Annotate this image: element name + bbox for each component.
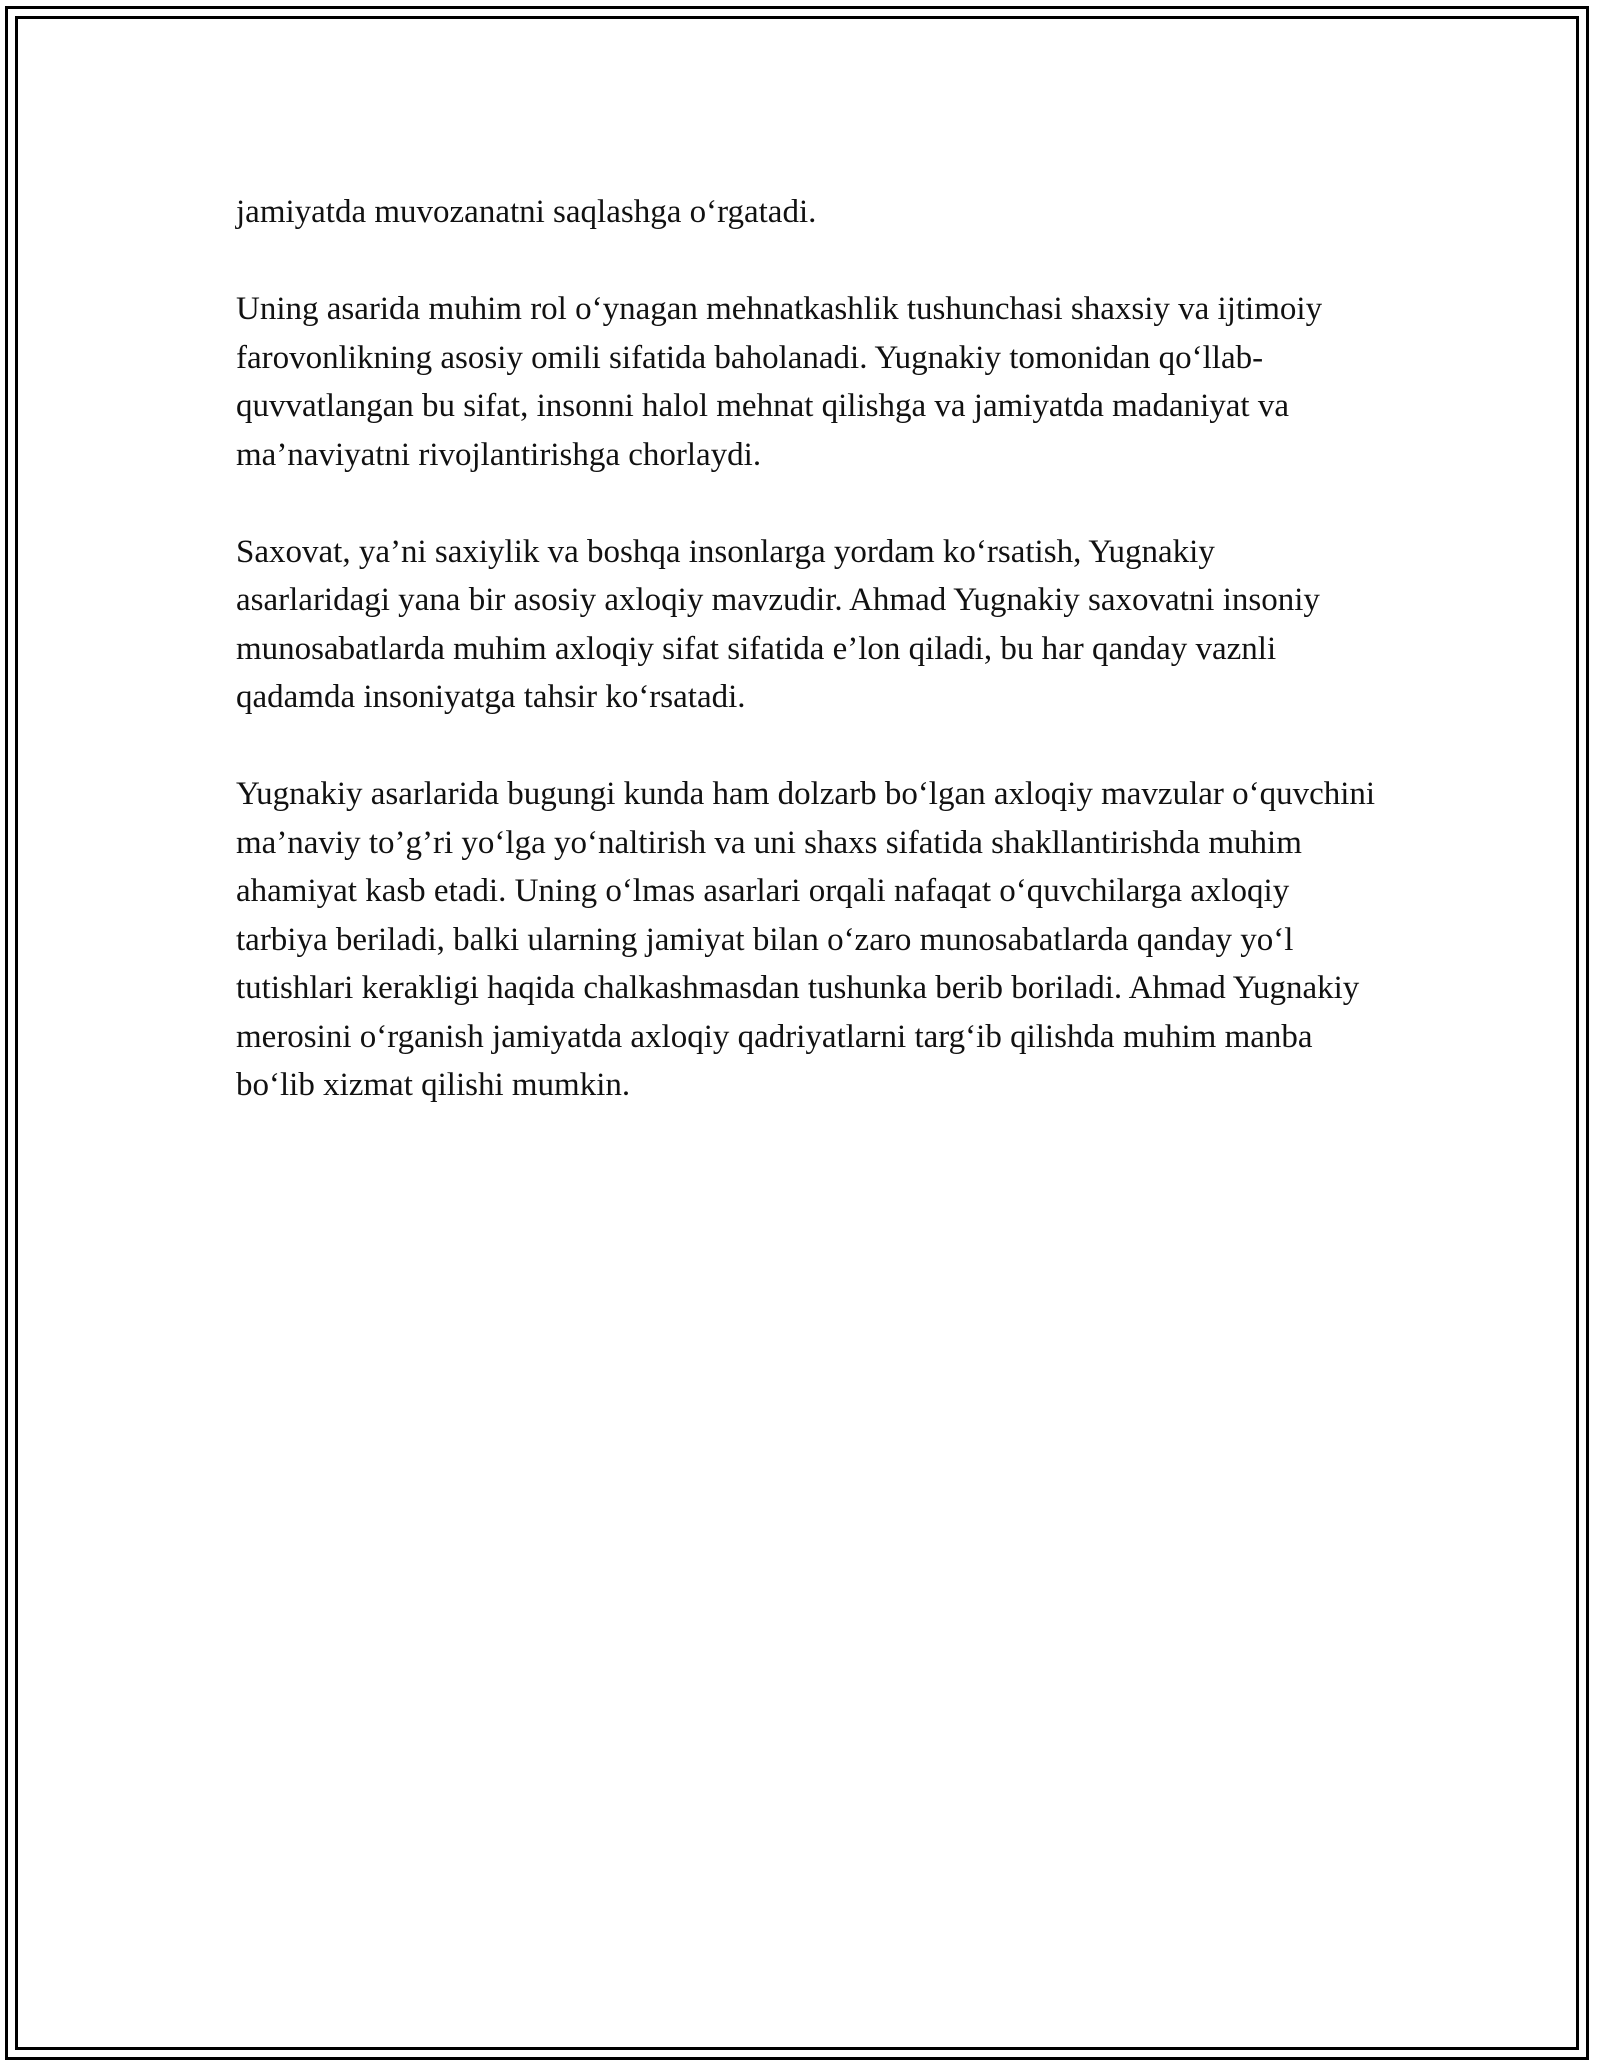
paragraph-4: Yugnakiy asarlarida bugungi kunda ham dolzarb bo‘lgan axloqiy mavzular o‘quvchini ma’naviy to’g’ri yo‘lga yo‘naltirish va uni shaxs sifatida shakllantirishda muhim ahamiyat kasb etadi. Uning o‘lmas asarlari orqali nafaqat o‘quvchilarga axloqiy tarbiya beriladi, balki ularning jamiyat bilan o‘zaro munosabatlarda qanday yo‘l tutishlari kerakligi haqida chalkashmasdan tushunka berib boriladi. Ahmad Yugnakiy merosini o‘rganish jamiyatda axloqiy qadriyatlarni targ‘ib qilishda muhim manba bo‘lib xizmat qilishi mumkin.	[236, 776, 1376, 1103]
paragraph-1: jamiyatda muvozanatni saqlashga o‘rgatadi.	[236, 194, 817, 230]
document-body	[236, 188, 1376, 1110]
paragraph-2: Uning asarida muhim rol o‘ynagan mehnatkashlik tushunchasi shaxsiy va ijtimoiy farovonlikning asosiy omili sifatida baholanadi. Yugnakiy tomonidan qo‘llab-quvvatlangan bu sifat, insonni halol mehnat qilishga va jamiyatda madaniyat va ma’naviyatni rivojlantirishga chorlaydi.	[236, 291, 1323, 473]
paragraph-3: Saxovat, ya’ni saxiylik va boshqa insonlarga yordam ko‘rsatish, Yugnakiy asarlaridagi yana bir asosiy axloqiy mavzudir. Ahmad Yugnakiy saxovatni insoniy munosabatlarda muhim axloqiy sifat sifatida e’lon qiladi, bu har qanday vaznli qadamda insoniyatga tahsir ko‘rsatadi.	[236, 533, 1320, 715]
